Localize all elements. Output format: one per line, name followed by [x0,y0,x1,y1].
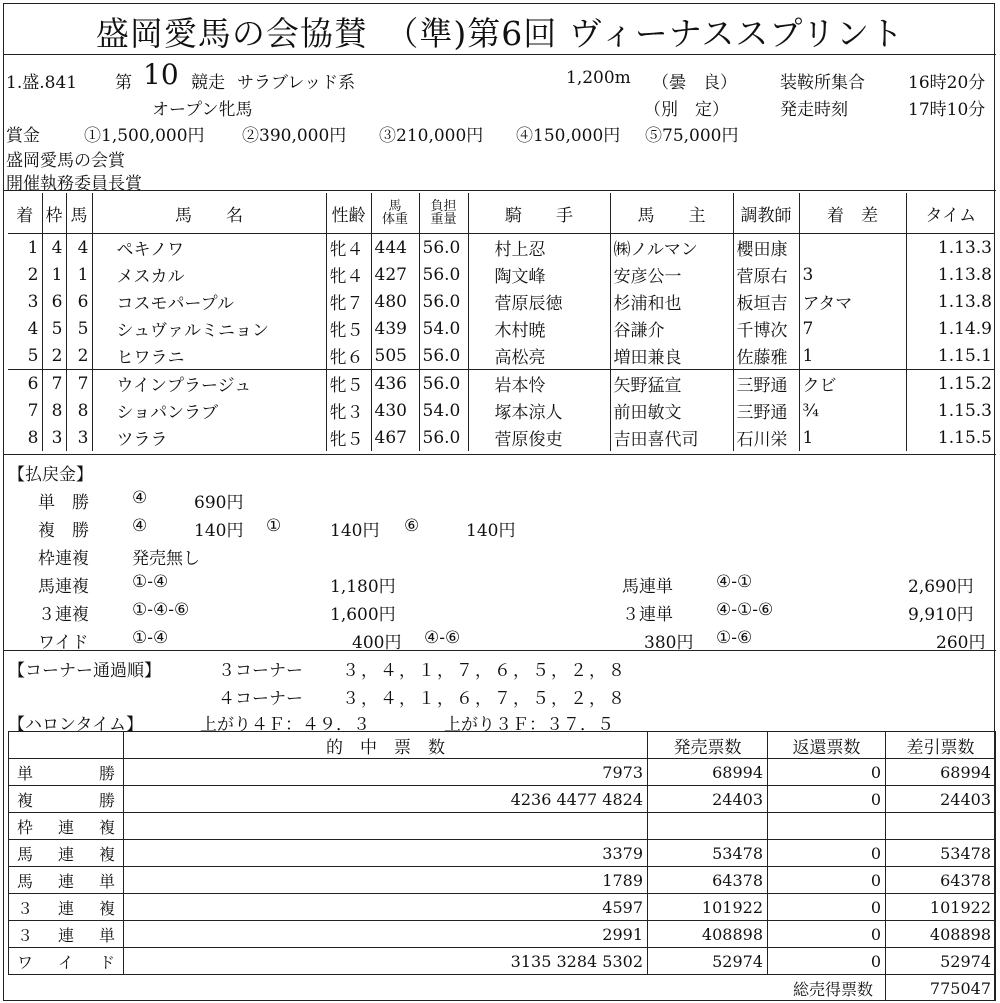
col-trainer: 調教師 [733,193,799,234]
santan-number: ④-①-⑥ [716,600,774,620]
gather-label: 装鞍所集合 [780,73,865,93]
tansho-label: 単 勝 [38,493,89,513]
award-2: 開催執務委員長賞 [6,174,142,194]
race-distance: 1,200m [566,68,631,88]
corner4-label: ４コーナー [218,689,303,709]
race-dai: 第 [115,73,132,93]
table-row: ３連単 2991 408898 0 408898 [9,921,996,948]
col-body-weight: 馬 体重 [371,193,419,234]
furlong-heading: 【ハロンタイム】 [8,715,143,735]
col-horse-name: 馬 名 [92,193,326,234]
total-label: 総売得票数 [648,975,886,1002]
prize-3: ③210,000円 [379,126,484,146]
prize-4: ④150,000円 [516,126,621,146]
col-margin: 着 差 [799,193,906,234]
table-row: 馬連複 3379 53478 0 53478 [9,840,996,867]
award-1: 盛岡愛馬の会賞 [6,151,125,171]
prize-1: ①1,500,000円 [84,126,205,146]
prize-label: 賞金 [6,126,40,146]
table-row: 7 8 8 ショパンラブ 牝３ 430 54.0 塚本涼人 前田敏文 三野通 ¾ 1.15.3 [8,397,995,424]
santan-amount: 9,910円 [908,605,974,625]
tickets-table [8,731,996,1001]
sanfuku-amount: 1,600円 [330,605,396,625]
corner-heading: 【コーナー通過順】 [8,661,161,681]
prize-2: ②390,000円 [242,126,347,146]
wide-amount-2: 380円 [644,633,694,653]
title-divider [4,54,996,55]
wide-number-1: ①-④ [132,628,169,648]
table-row: 5 2 2 ヒワラニ 牝６ 505 56.0 高松亮 増田兼良 佐藤雅 1 1.15.1 [8,342,995,370]
col-owner: 馬 主 [610,193,733,234]
fukusho-label: 複 勝 [38,521,89,541]
table-row: 枠連複 [9,813,996,840]
prize-5: ⑤75,000円 [645,126,739,146]
umafuku-number: ①-④ [132,572,169,592]
payout-bottom-border [4,650,996,651]
wakufuku-label: 枠連複 [38,549,89,569]
total-value: 775047 [886,975,996,1002]
total-row [9,975,996,1002]
table-row: 単勝 7973 68994 0 68994 [9,759,996,786]
race-class: オープン牝馬 [152,100,253,120]
umatan-number: ④-① [716,572,753,592]
wide-number-3: ①-⑥ [716,628,753,648]
table-row: 馬連単 1789 64378 0 64378 [9,867,996,894]
fukusho-amount-1: 140円 [194,521,244,541]
col-net: 差引票数 [886,732,996,759]
start-label: 発走時刻 [780,100,848,120]
furlong-last4: 上がり４Ｆ：４９．３ [200,715,370,735]
wide-number-2: ④-⑥ [424,628,461,648]
corner3-label: ３コーナー [218,661,303,681]
col-waku: 枠 [42,193,66,234]
race-breed: サラブレッド系 [237,73,356,93]
santan-label: ３連単 [622,605,673,625]
table-row: ワイド 3135 3284 5302 52974 0 52974 [9,948,996,975]
table-row: 3 6 6 コスモパープル 牝７ 480 56.0 菅原辰徳 杉浦和也 板垣吉 アタマ 1.13.8 [8,288,995,315]
umatan-amount: 2,690円 [908,577,974,597]
col-refund: 返還票数 [768,732,886,759]
furlong-last3: 上がり３Ｆ：３７．５ [444,715,614,735]
table-row: 2 1 1 メスカル 牝４ 427 56.0 陶文峰 安彦公一 菅原右 3 1.13.8 [8,261,995,288]
umatan-label: 馬連単 [622,577,673,597]
tansho-amount: 690円 [194,493,244,513]
table-row: 4 5 5 シュヴァルミニョン 牝５ 439 54.0 木村暁 谷謙介 千博次 7 1.14.9 [8,315,995,342]
sanfuku-number: ①-④-⑥ [132,600,190,620]
umafuku-amount: 1,180円 [330,577,396,597]
col-time: タイム [906,193,995,234]
results-top-border [4,190,996,191]
col-sex-age: 性齢 [326,193,371,234]
table-row: ３連複 4597 101922 0 101922 [9,894,996,921]
col-jockey: 騎 手 [468,193,610,234]
corner3-order: ３，４，１，７，６，５，２，８ [342,661,627,681]
payout-heading: 【払戻金】 [8,465,93,485]
wide-amount-3: 260円 [936,633,986,653]
fukusho-number-1: ④ [132,516,148,536]
results-bottom-border [4,454,996,455]
sanfuku-label: ３連複 [38,605,89,625]
wakufuku-value: 発売無し [132,549,200,569]
col-sold: 発売票数 [648,732,768,759]
page-title: 盛岡愛馬の会協賛 （準)第6回 ヴィーナススプリント [95,14,905,53]
col-uma: 馬 [66,193,92,234]
race-kyoso: 競走 [191,73,225,93]
corner4-order: ３，４，１，６，７，５，２，８ [342,689,627,709]
fukusho-amount-2: 140円 [330,521,380,541]
umafuku-label: 馬連複 [38,577,89,597]
wide-amount-1: 400円 [352,633,402,653]
fukusho-number-3: ⑥ [404,516,420,536]
col-load: 負担 重量 [419,193,468,234]
fukusho-amount-3: 140円 [466,521,516,541]
results-table [8,193,995,451]
start-time: 17時10分 [908,100,986,120]
table-row: 1 4 4 ペキノワ 牝４ 444 56.0 村上忍 ㈱ノルマン 櫻田康 1.13.3 [8,234,995,262]
col-hits: 的 中 票 数 [124,732,648,759]
results-header-row [8,193,995,234]
table-row: 6 7 7 ウインプラージュ 牝５ 436 56.0 岩本怜 矢野猛宣 三野通 クビ 1.15.2 [8,370,995,398]
col-chaku: 着 [8,193,42,234]
tickets-header-row [9,732,996,759]
table-row: 8 3 3 ツララ 牝５ 467 56.0 菅原俊吏 吉田喜代司 石川栄 1 1.15.5 [8,424,995,451]
track-condition: （曇 良） [652,73,737,93]
tansho-number: ④ [132,488,148,508]
col-bet-type [9,732,124,759]
gather-time: 16時20分 [908,73,986,93]
race-result-sheet [3,3,995,1001]
race-number: 10 [143,58,179,91]
race-code: 1.盛.841 [6,73,78,93]
weight-rule: （別 定） [644,100,729,120]
fukusho-number-2: ① [266,516,282,536]
table-row: 複勝 4236 4477 4824 24403 0 24403 [9,786,996,813]
wide-label: ワイド [38,633,89,653]
